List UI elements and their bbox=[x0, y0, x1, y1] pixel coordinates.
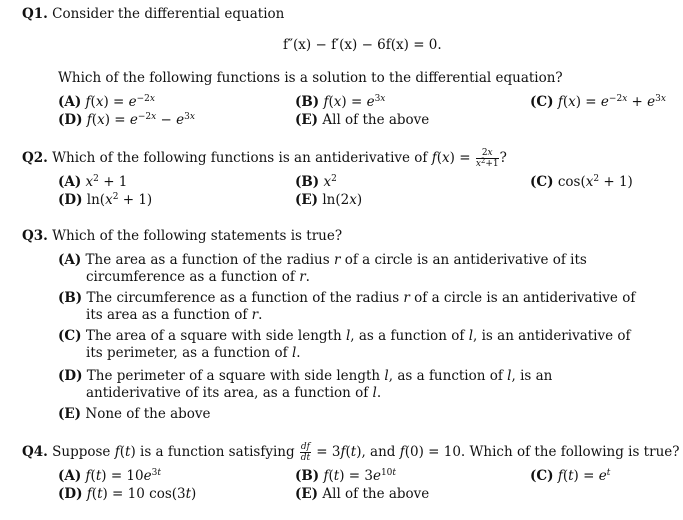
q2-fraction: $\frac{2x}{x^2+1}$ bbox=[475, 148, 499, 169]
q1-option-a-label: (A) bbox=[58, 94, 82, 110]
q2-option-e-label: (E) bbox=[295, 192, 319, 208]
q2-option-d-label: (D) bbox=[58, 192, 83, 208]
q4-option-b-label: (B) bbox=[295, 468, 320, 484]
q2-option-c-label: (C) bbox=[530, 174, 554, 190]
q1-option-c: (C) $f(x) = e^{-2x} + e^{3x}$ bbox=[530, 94, 666, 110]
q3-number: Q3. bbox=[22, 228, 48, 244]
q1-question: Which of the following functions is a solution to the differential equation? bbox=[58, 70, 563, 86]
q4-option-d: (D) f(t) = 10 cos(3t) bbox=[58, 486, 197, 502]
q1-option-c-label: (C) bbox=[530, 94, 554, 110]
q3-option-c: (C) The area of a square with side length l, as a function of l, is an antiderivative of its perimeter, as a function of l. bbox=[58, 328, 631, 361]
q1-option-d-label: (D) bbox=[58, 112, 83, 128]
q3-option-d-label: (D) bbox=[58, 368, 83, 384]
q1-equation: f″(x) − f′(x) − 6f(x) = 0. bbox=[283, 37, 442, 53]
q1-option-d: (D) $f(x) = e^{-2x} - e^{3x}$ bbox=[58, 112, 195, 128]
q3-option-a-label: (A) bbox=[58, 252, 82, 268]
q3-option-b: (B) The circumference as a function of the radius r of a circle is an antiderivative of its area as a function of r. bbox=[58, 290, 636, 323]
q1-option-a: (A) $f(x) = e^{-2x}$ bbox=[58, 94, 155, 110]
q4-option-e-text: All of the above bbox=[322, 486, 430, 502]
q2-option-b: (B) $x^2$ bbox=[295, 174, 337, 190]
q3-question: Which of the following statements is true? bbox=[52, 228, 343, 244]
q1-prompt: Consider the differential equation bbox=[52, 6, 285, 22]
q2-number: Q2. bbox=[22, 150, 48, 166]
q3-option-d: (D) The perimeter of a square with side length l, as a function of l, is an antiderivative of its area, as a function of l. bbox=[58, 368, 553, 401]
q3-option-c-label: (C) bbox=[58, 328, 82, 344]
q2-option-e: (E) ln(2x) bbox=[295, 192, 363, 208]
q4-derivative: $\frac{df}{dt}$ bbox=[300, 442, 311, 463]
q4-option-e-label: (E) bbox=[295, 486, 319, 502]
q3-option-e-text: None of the above bbox=[85, 406, 211, 422]
q4-option-a: (A) $f(t) = 10e^{3t}$ bbox=[58, 468, 161, 484]
q4-option-a-label: (A) bbox=[58, 468, 82, 484]
q1-number: Q1. bbox=[22, 6, 48, 22]
q2-option-d: (D) $\ln(x^2 + 1)$ bbox=[58, 192, 153, 208]
q2-option-c: (C) $\cos(x^2 + 1)$ bbox=[530, 174, 633, 190]
q2-option-b-label: (B) bbox=[295, 174, 320, 190]
q3-option-e bbox=[58, 406, 648, 423]
q3-option-a: (A) The area as a function of the radius r of a circle is an antiderivative of its circumference as a function of r. bbox=[58, 252, 587, 285]
q3-header bbox=[22, 228, 342, 244]
q1-option-e bbox=[295, 112, 429, 128]
q1-option-e-label: (E) bbox=[295, 112, 319, 128]
q1-option-e-text: All of the above bbox=[322, 112, 430, 128]
q4-option-b: (B) $f(t) = 3e^{10t}$ bbox=[295, 468, 397, 484]
q3-option-b-label: (B) bbox=[58, 290, 83, 306]
q1-option-b: (B) $f(x) = e^{3x}$ bbox=[295, 94, 386, 110]
q4-option-c: (C) $f(t) = e^t$ bbox=[530, 468, 611, 484]
q4-option-d-label: (D) bbox=[58, 486, 83, 502]
q4-option-c-label: (C) bbox=[530, 468, 554, 484]
q4-number: Q4. bbox=[22, 444, 48, 460]
q1-header bbox=[22, 6, 284, 22]
q4-header: Q4. Suppose f(t) is a function satisfying $\frac{df}{dt}$ = 3f(t), and f(0) = 10. Which of the following is true? bbox=[22, 442, 680, 463]
q2-option-a-label: (A) bbox=[58, 174, 82, 190]
q3-option-e-label: (E) bbox=[58, 406, 82, 422]
q2-option-a: (A) $x^2 + 1$ bbox=[58, 174, 128, 190]
q1-option-b-label: (B) bbox=[295, 94, 320, 110]
q4-option-e bbox=[295, 486, 429, 502]
q2-header: Q2. Which of the following functions is an antiderivative of f(x) = $\frac{2x}{x^2+1}$ ? bbox=[22, 148, 507, 169]
